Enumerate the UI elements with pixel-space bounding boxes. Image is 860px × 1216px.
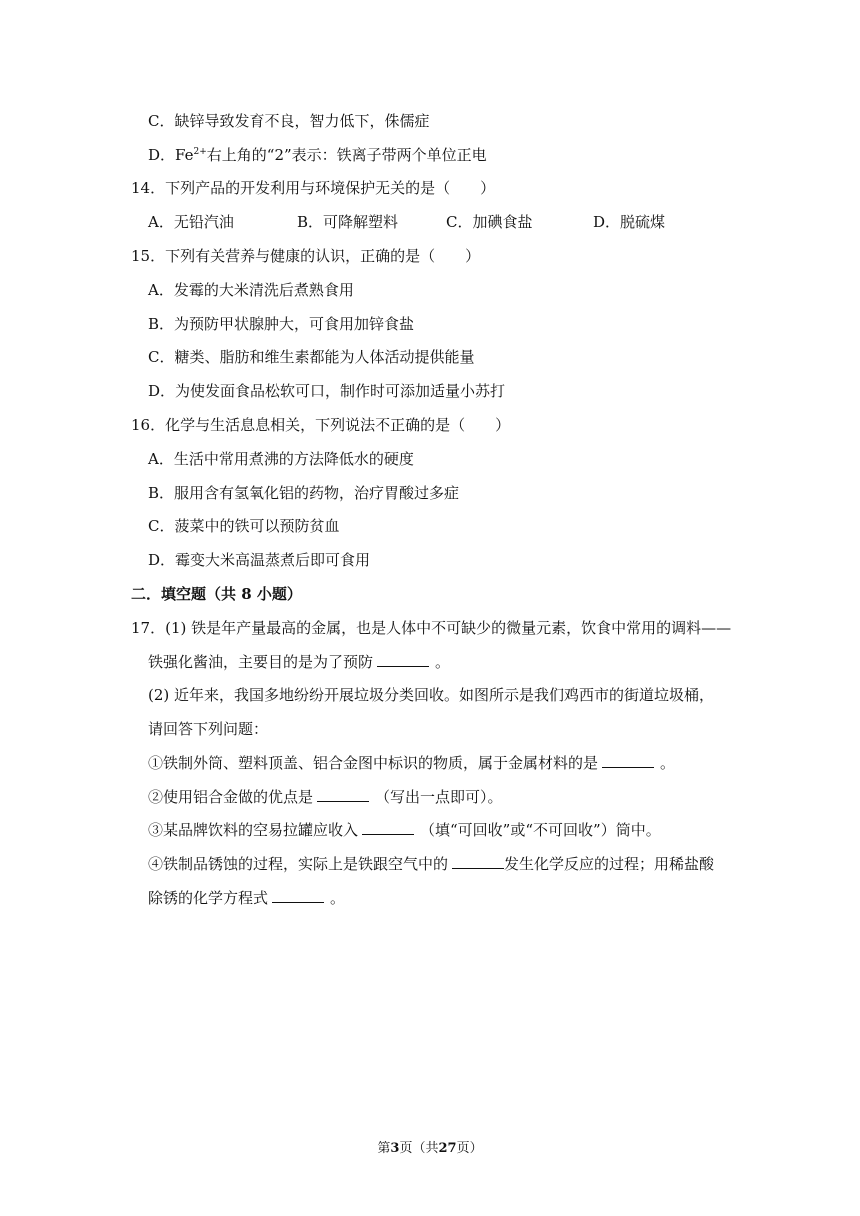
- q17-part1-end: 。: [435, 653, 451, 671]
- q17-item-3: [148, 820, 661, 840]
- q16-option-c: C．菠菜中的铁可以预防贫血: [148, 517, 340, 535]
- q17-part2-line2: 请回答下列问题：: [148, 720, 269, 738]
- q15-option-a: A．发霉的大米清洗后煮熟食用: [148, 281, 354, 299]
- q13-option-d-superscript: 2+: [193, 147, 207, 157]
- q17-item-4-line2-text: 除锈的化学方程式: [148, 889, 269, 907]
- q17-item-4-end: 发生化学反应的过程；用稀盐酸: [504, 855, 715, 873]
- q17-item-2-end: （写出一点即可）。: [375, 788, 503, 806]
- q13-option-c: C．缺锌导致发育不良，智力低下，侏儒症: [148, 112, 430, 130]
- q14-option-b: B．可降解塑料: [297, 213, 399, 231]
- q17-item-1-text: ①铁制外筒、塑料顶盖、铝合金图中标识的物质，属于金属材料的是: [148, 754, 599, 772]
- q17-item-1: [148, 753, 675, 773]
- q17-part1-text: 铁强化酱油，主要目的是为了预防: [148, 653, 374, 671]
- q14-stem: 14．下列产品的开发利用与环境保护无关的是（ ）: [131, 179, 496, 197]
- answer-blank-2[interactable]: [602, 753, 654, 768]
- q15-option-c: C．糖类、脂肪和维生素都能为人体活动提供能量: [148, 348, 475, 366]
- section-heading-prefix: 二．填空题（共: [131, 585, 242, 603]
- q16-stem: 16．化学与生活息息相关，下列说法不正确的是（ ）: [131, 416, 511, 434]
- q16-option-b: B．服用含有氢氧化铝的药物，治疗胃酸过多症: [148, 484, 460, 502]
- footer-prefix: 第: [377, 1141, 391, 1156]
- q13-option-d-prefix: D．Fe: [148, 146, 194, 164]
- footer-page-number: 3: [390, 1141, 400, 1156]
- q17-item-4-line2: [148, 888, 345, 908]
- answer-blank-6[interactable]: [272, 888, 324, 903]
- q17-item-3-end: （填“可回收”或“不可回收”）筒中。: [420, 821, 661, 839]
- answer-blank-3[interactable]: [317, 787, 369, 802]
- q17-item-4: [148, 854, 714, 874]
- section-heading-count: 8: [241, 585, 252, 603]
- q17-part1-line2: [148, 652, 450, 672]
- q17-item-2: [148, 787, 503, 807]
- q15-option-d: D．为使发面食品松软可口，制作时可添加适量小苏打: [148, 382, 506, 400]
- answer-blank-5[interactable]: [452, 854, 504, 869]
- q14-option-c: C．加碘食盐: [446, 213, 533, 231]
- q15-stem: 15．下列有关营养与健康的认识，正确的是（ ）: [131, 247, 481, 265]
- q17-item-1-end: 。: [660, 754, 676, 772]
- q17-item-4-line2-end: 。: [330, 889, 346, 907]
- section-heading-suffix: 小题）: [251, 585, 302, 603]
- q16-option-d: D．霉变大米高温蒸煮后即可食用: [148, 551, 371, 569]
- q15-option-b: B．为预防甲状腺肿大，可食用加锌食盐: [148, 315, 415, 333]
- footer-total-pages: 27: [438, 1141, 457, 1156]
- q17-item-3-text: ③某品牌饮料的空易拉罐应收入: [148, 821, 359, 839]
- q14-options: [148, 212, 708, 232]
- answer-blank-4[interactable]: [362, 820, 414, 835]
- q14-option-a: A．无铅汽油: [148, 213, 234, 231]
- q17-item-4-text: ④铁制品锈蚀的过程，实际上是铁跟空气中的: [148, 855, 449, 873]
- q16-option-a: A．生活中常用煮沸的方法降低水的硬度: [148, 450, 414, 468]
- q13-option-d-rest: 右上角的“2”表示：铁离子带两个单位正电: [206, 146, 487, 164]
- answer-blank-1[interactable]: [377, 652, 429, 667]
- q17-part2-line1: (2) 近年来，我国多地纷纷开展垃圾分类回收。如图所示是我们鸡西市的街道垃圾桶，: [148, 686, 715, 704]
- q17-part1-line1: 17．(1) 铁是年产量最高的金属，也是人体中不可缺少的微量元素，饮食中常用的调料——: [131, 619, 732, 637]
- page-footer: [0, 1137, 860, 1156]
- section-heading: [131, 584, 302, 604]
- footer-suffix: 页）: [456, 1141, 483, 1156]
- q13-option-d: [148, 145, 487, 165]
- footer-middle: 页（共: [399, 1141, 439, 1156]
- q17-item-2-text: ②使用铝合金做的优点是: [148, 788, 314, 806]
- q14-option-d: D．脱硫煤: [593, 213, 666, 231]
